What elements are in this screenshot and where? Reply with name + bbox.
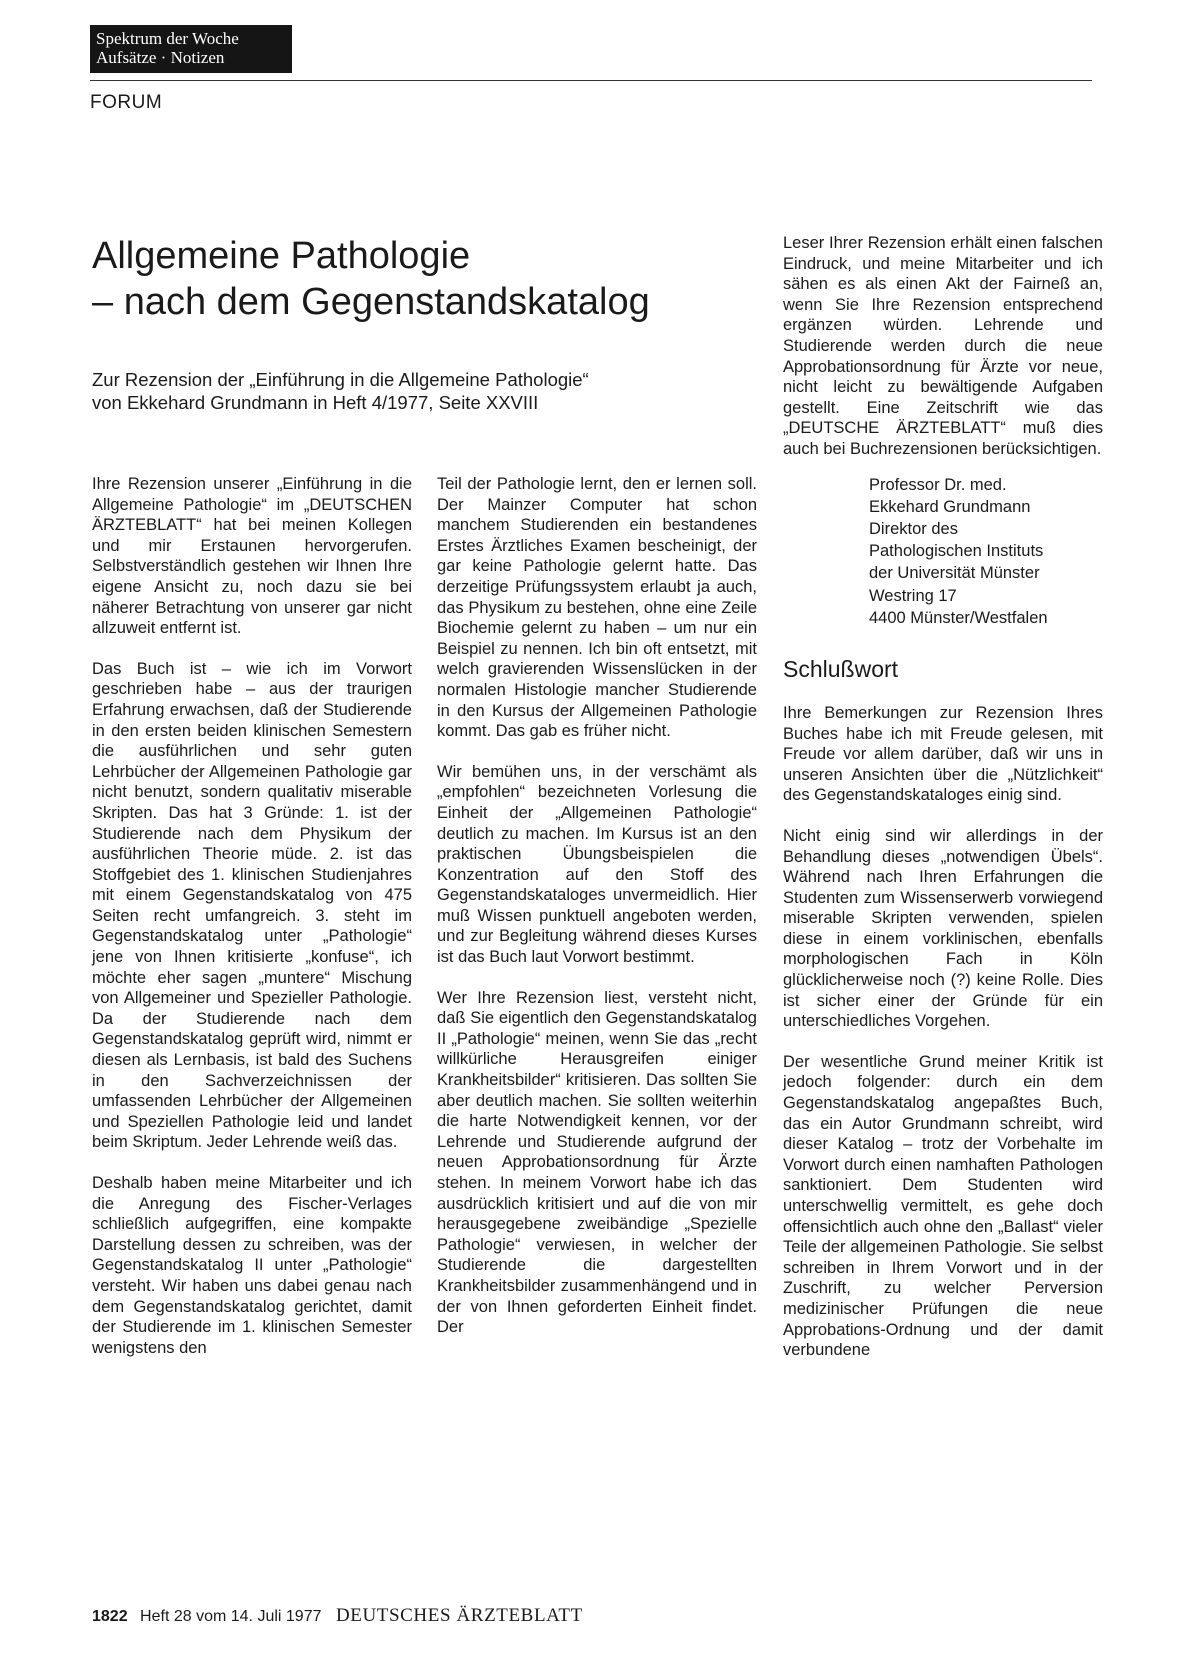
article-subtitle-line-2: von Ekkehard Grundmann in Heft 4/1977, Seite XXVIII xyxy=(92,392,539,413)
column-3 xyxy=(783,233,1103,1381)
article-title xyxy=(92,233,752,325)
article-title-line-1: Allgemeine Pathologie xyxy=(92,235,471,277)
article-subtitle-line-1: Zur Rezension der „Einführung in die Allgemeine Pathologie“ xyxy=(92,369,589,390)
paragraph: Das Buch ist – wie ich im Vorwort geschrieben habe – aus der traurigen Erfahrung erwachsen, daß der Studierende in den ersten beiden klinischen Semestern die ausführlichen und sehr guten Lehrbücher der Allgemeinen Pathologie gar nicht benutzt, sondern qualitativ miserable Skripten. Das hat 3 Gründe: 1. ist der Studierende nach dem Physikum der ausführlichen Theorie müde. 2. ist das Stoffgebiet des 1. klinischen Studienjahres mit einem Gegenstandskatalog von 475 Seiten recht umfangreich. 3. steht im Gegenstandskatalog unter „Pathologie“ jene von Ihnen kritisierte „konfuse“, ich möchte eher sagen „muntere“ Mischung von Allgemeiner und Spezieller Pathologie. Da der Studierende nach dem Gegenstandskatalog geprüft wird, nimmt er diesen als Lernbasis, ist bald des Suchens in den Sachverzeichnissen der umfassenden Lehrbücher der Allgemeinen und Speziellen Pathologie leid und landet beim Skriptum. Jeder Lehrende weiß das. xyxy=(92,659,412,1152)
page-number: 1822 xyxy=(92,1608,128,1625)
paragraph: Teil der Pathologie lernt, den er lernen soll. Der Mainzer Computer hat schon manchem Studierenden ein bestandenes Erstes Ärztliches Examen bescheinigt, der gar keine Pathologie gelernt hatte. Das derzeitige Prüfungssystem erlaubt ja auch, das Physikum zu bestehen, ohne eine Zeile Biochemie gelernt zu haben – um nur ein Beispiel zu nennen. Ich bin oft entsetzt, mit welch gravierenden Wissenslücken in der normalen Histologie mancher Studierende in den Kursus der Allgemeinen Pathologie kommt. Das gab es früher nicht. xyxy=(437,475,757,741)
column-1 xyxy=(92,474,412,1378)
signature-line: Direktor des xyxy=(869,519,958,538)
paragraph: Deshalb haben meine Mitarbeiter und ich die Anregung des Fischer-Verlages schließlich aufgegriffen, eine kompakte Darstellung dessen zu schreiben, was der Gegenstandskatalog II unter „Pathologie“ versteht. Wir haben uns dabei genau nach dem Gegenstandskatalog gerichtet, damit der Studierende im 1. klinischen Semester wenigstens den xyxy=(92,1174,412,1357)
page-footer xyxy=(92,1605,583,1627)
column-2 xyxy=(437,474,757,1358)
article-title-line-2: – nach dem Gegenstandskatalog xyxy=(92,281,650,323)
paragraph: Der wesentliche Grund meiner Kritik ist jedoch folgender: durch ein dem Gegenstandskatalog angepaßtes Buch, das ein Autor Grundmann schreibt, wird dieser Katalog – trotz der Vorbehalte im Vorwort durch einen namhaften Pathologen sanktioniert. Dem Studenten wird unterschwellig vermittelt, es gehe doch offensichtlich auch ohne den „Ballast“ vieler Teile der allgemeinen Pathologie. Sie selbst schreiben in Ihrem Vorwort und in der Zuschrift, zu welcher Perversion medizinischer Prüfungen die neue Approbations-Ordnung und der damit verbundene xyxy=(783,1052,1103,1360)
author-signature xyxy=(869,474,1103,629)
section-badge-line-1: Spektrum der Woche xyxy=(96,29,239,48)
header-rule xyxy=(90,80,1092,81)
schlusswort-heading: Schlußwort xyxy=(783,655,899,682)
paragraph: Nicht einig sind wir allerdings in der Behandlung dieses „notwendigen Übels“. Während nach Ihren Erfahrungen die Studenten zum Wissenserwerb vorwiegend miserable Skripten verwenden, spielen diese in einem vorklinischen, ebenfalls morphologischen Fach in Köln glücklicherweise noch (?) keine Rolle. Dies ist sicher einer der Gründe für ein unterschiedliches Vorgehen. xyxy=(783,826,1103,1031)
paragraph: Wer Ihre Rezension liest, versteht nicht, daß Sie eigentlich den Gegenstandskatalog II „Pathologie“ meinen, wenn Sie das „recht willkürliche Herausgreifen einiger Krankheitsbilder“ kritisieren. Das sollten Sie aber deutlich machen. Sie sollten weiterhin die harte Notwendigkeit kennen, vor der Lehrende und Studierende aufgrund der neuen Approbationsordnung für Ärzte stehen. In meinem Vorwort habe ich das ausdrücklich kritisiert und auf die von mir herausgegebene zweibändige „Spezielle Pathologie“ verwiesen, in welcher der Studierende die dargestellten Krankheitsbilder zusammenhängend und in der von Ihnen geforderten Einheit findet. Der xyxy=(437,988,757,1337)
signature-line: Professor Dr. med. xyxy=(869,475,1007,494)
section-badge xyxy=(90,25,292,73)
journal-name: DEUTSCHES ÄRZTEBLATT xyxy=(335,1605,583,1626)
signature-line: 4400 Münster/Westfalen xyxy=(869,608,1048,627)
article-subtitle xyxy=(92,368,742,414)
paragraph: Ihre Bemerkungen zur Rezension Ihres Buches habe ich mit Freude gelesen, mit Freude vor allem darüber, daß wir uns in unseren Ansichten über die „Nützlichkeit“ des Gegenstandskataloges einig sind. xyxy=(783,703,1103,805)
paragraph: Leser Ihrer Rezension erhält einen falschen Eindruck, und meine Mitarbeiter und ich sähen es als einen Akt der Fairneß an, wenn Sie Ihre Rezension entsprechend ergänzen würden. Lehrende und Studierende werden durch die neue Approbationsordnung für Ärzte vor neue, nicht leicht zu bewältigende Aufgaben gestellt. Eine Zeitschrift wie das „DEUTSCHE ÄRZTEBLATT“ muß dies auch bei Buchrezensionen berücksichtigen. xyxy=(783,234,1103,458)
signature-line: Pathologischen Instituts xyxy=(869,542,1044,561)
signature-line: der Universität Münster xyxy=(869,564,1040,583)
signature-line: Westring 17 xyxy=(869,586,957,605)
paragraph: Ihre Rezension unserer „Einführung in die Allgemeine Pathologie“ im „DEUTSCHEN ÄRZTEBLATT“ hat bei meinen Kollegen und mir Erstaunen hervorgerufen. Selbstverständlich gestehen wir Ihnen Ihre eigene Ansicht zu, noch dazu sie bei näherer Betrachtung von unserer gar nicht allzuweit entfernt ist. xyxy=(92,475,412,638)
issue-info: Heft 28 vom 14. Juli 1977 xyxy=(140,1608,322,1625)
paragraph: Wir bemühen uns, in der verschämt als „empfohlen“ bezeichneten Vorlesung die Einheit der „Allgemeinen Pathologie“ deutlich zu machen. Im Kursus ist an den praktischen Übungsbeispielen die Konzentration auf den Stoff des Gegenstandskataloges unvermeidlich. Hier muß Wissen punktuell angeboten werden, und zur Begleitung während dieses Kurses ist das Buch laut Vorwort bestimmt. xyxy=(437,762,757,967)
rubric-label: FORUM xyxy=(90,92,163,113)
section-badge-line-2: Aufsätze · Notizen xyxy=(96,48,225,67)
signature-line: Ekkehard Grundmann xyxy=(869,497,1031,516)
